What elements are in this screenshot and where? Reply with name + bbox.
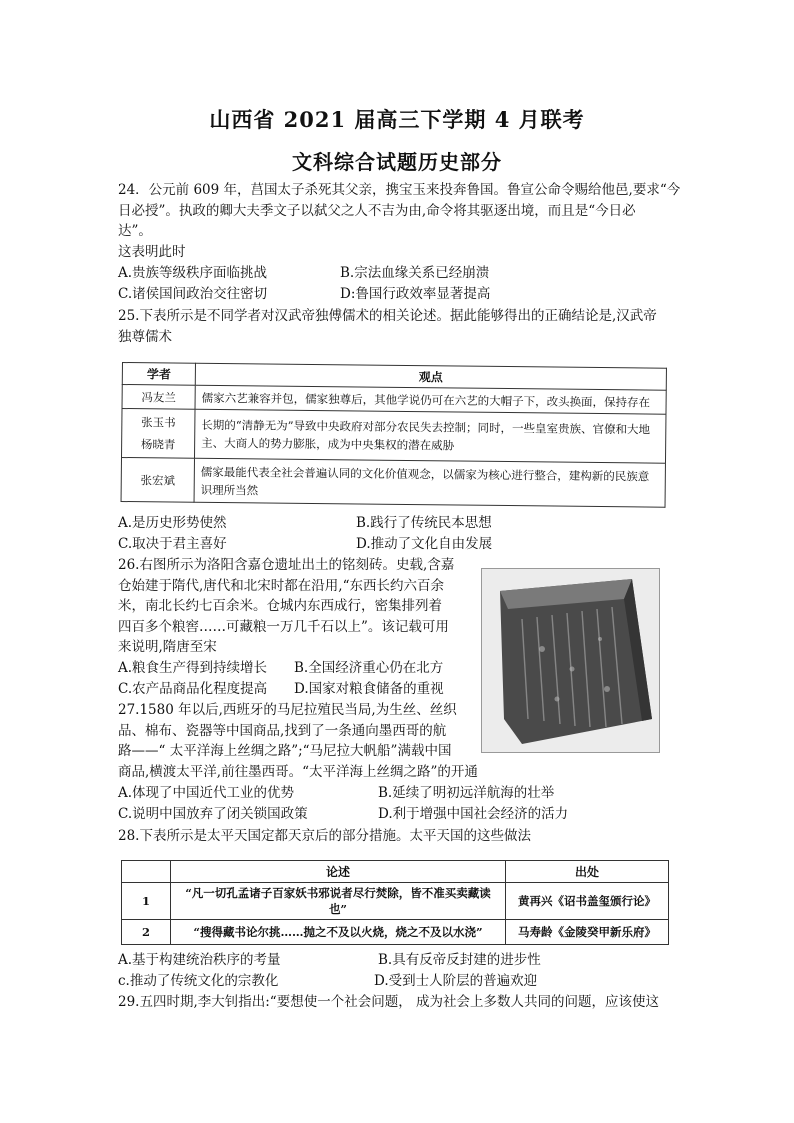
exam-subtitle: 文科综合试题历史部分 <box>292 150 502 174</box>
q25-line-2: 独尊儒术 <box>118 328 172 345</box>
q27-option-d: D.利于增强中国社会经济的活力 <box>378 806 569 822</box>
q25-scholar-1: 冯友兰 <box>122 385 195 410</box>
q25-view-1: 儒家六艺兼容并包，儒家独尊后，其他学说仍可在六艺的大帽子下，改头换面，保持存在 <box>195 385 666 414</box>
q28-row-2-index: 2 <box>122 920 171 945</box>
q25-scholar-table <box>121 362 667 508</box>
q29-line-1: 29.五四时期,李大钊指出:“要想使一个社会问题， 成为社会上多数人共同的问题，应该使这 <box>118 994 660 1010</box>
question-28-stem <box>118 826 680 847</box>
q26-option-d: D.国家对粮食储备的重视 <box>294 681 444 697</box>
q25-line-1: 25.下表所示是不同学者对汉武帝独傅儒术的相关论述。据此能够得出的正确结论是,汉武帝 <box>118 308 657 324</box>
q26-option-a: A.粮食生产得到持续增长 <box>118 660 268 676</box>
q26-line-4: 四百多个粮窖……可藏粮一万几千石以上”。该记载可用 <box>118 618 449 635</box>
q28-row-1-statement: “凡一切孔孟诸子百家妖书邪说者尽行焚除，皆不准买卖藏读也” <box>171 883 506 920</box>
q27-line-1: 27.1580 年以后,西班牙的马尼拉殖民当局,为生丝、丝织 <box>118 702 457 718</box>
q26-line-3: 米，南北长约七百余米。仓城内东西成行，密集排列着 <box>118 598 442 614</box>
q27-option-c: C.说明中国放弃了闭关锁国政策 <box>118 806 308 822</box>
question-26-stem <box>118 555 478 658</box>
q24-option-c: C.诸侯国间政治交往密切 <box>118 286 268 302</box>
q26-option-c: C.农产品商品化程度提高 <box>118 681 268 697</box>
q25-option-c: C.取决于君主喜好 <box>118 536 227 552</box>
q28-header-statement: 论述 <box>171 861 506 883</box>
q28-header-index <box>122 861 171 883</box>
q24-line-2: 日必授”。执政的卿大夫季文子以弑父之人不吉为由,命令将其驱逐出境，而且是“今日必 <box>118 202 636 219</box>
q27-line-4: 商品,横渡太平洋,前往墨西哥。“太平洋海上丝绸之路”的开通 <box>118 763 478 780</box>
q24-option-a: A.贵族等级秩序面临挑战 <box>118 265 268 281</box>
q25-option-a: A.是历史形势使然 <box>118 515 227 531</box>
q26-line-2: 仓始建于隋代,唐代和北宋时都在沿用,“东西长约六百余 <box>118 577 444 594</box>
q24-line-3: 达”。 <box>118 223 152 239</box>
q25-scholar-2: 张玉书 杨晓青 <box>121 409 195 459</box>
q26-option-b: B.全国经济重心仍在北方 <box>294 660 444 676</box>
q28-row-2-statement: “搜得藏书论尔挑……抛之不及以火烧，烧之不及以水浇” <box>171 920 506 945</box>
question-27-stem <box>118 700 680 782</box>
q28-option-c: c.推动了传统文化的宗教化 <box>118 973 279 989</box>
q27-line-2: 品、棉布、瓷器等中国商品,找到了一条通向墨西哥的航 <box>118 722 447 739</box>
q27-option-a: A.体现了中国近代工业的优势 <box>118 785 295 801</box>
question-29-stem <box>118 992 680 1013</box>
q28-option-a: A.基于构建统治秩序的考量 <box>118 952 281 968</box>
q25-view-2: 长期的“清静无为”导致中央政府对部分农民失去控制；同时，一些皇室贵族、官僚和大地主、大商人的势力膨胀，成为中央集权的潜在威胁 <box>194 409 665 463</box>
question-24-stem <box>118 180 680 262</box>
q25-header-view: 观点 <box>195 363 666 390</box>
q25-view-3: 儒家最能代表全社会普遍认同的文化价值观念，以儒家为核心进行整合，建构新的民族意识理所当然 <box>194 458 665 507</box>
q24-line-4: 这表明此时 <box>118 243 186 260</box>
q24-line-1: 24．公元前 609 年，莒国太子杀死其父亲，携宝玉来投奔鲁国。鲁宣公命令赐给他邑,要求“今 <box>118 182 681 198</box>
q28-row-1-index: 1 <box>122 883 171 920</box>
q25-option-d: D.推动了文化自由发展 <box>356 536 493 552</box>
q28-line-1: 28.下表所示是太平天国定都天京后的部分措施。太平天国的这些做法 <box>118 828 531 844</box>
q28-row-2-source: 马寿龄《金陵癸甲新乐府》 <box>506 920 669 945</box>
q24-option-d: D:鲁国行政效率显著提高 <box>340 286 491 302</box>
q24-option-b: B.宗法血缘关系已经崩溃 <box>340 265 490 281</box>
q26-line-5: 来说明,隋唐至宋 <box>118 639 217 655</box>
q27-option-b: B.延续了明初远洋航海的壮举 <box>378 785 555 801</box>
q28-option-b: B.具有反帝反封建的进步性 <box>378 952 541 968</box>
q25-scholar-3: 张宏斌 <box>121 458 194 503</box>
q27-line-3: 路——“ 太平洋海上丝绸之路”;“马尼拉大帆船”满载中国 <box>118 743 452 759</box>
q25-option-b: B.践行了传统民本思想 <box>356 515 492 531</box>
q28-header-source: 出处 <box>506 861 669 883</box>
q28-option-d: D.受到士人阶层的普遍欢迎 <box>374 973 538 989</box>
q28-measures-table <box>121 860 669 945</box>
q25-header-scholar: 学者 <box>122 363 195 386</box>
exam-title: 山西省 2021 届高三下学期 4 月联考 <box>209 107 585 132</box>
q28-row-1-source: 黄再兴《诏书盖玺颁行论》 <box>506 883 669 920</box>
question-25-stem <box>118 306 680 347</box>
q26-line-1: 26.右图所示为洛阳含嘉仓遗址出土的铭刻砖。史载,含嘉 <box>118 557 455 573</box>
